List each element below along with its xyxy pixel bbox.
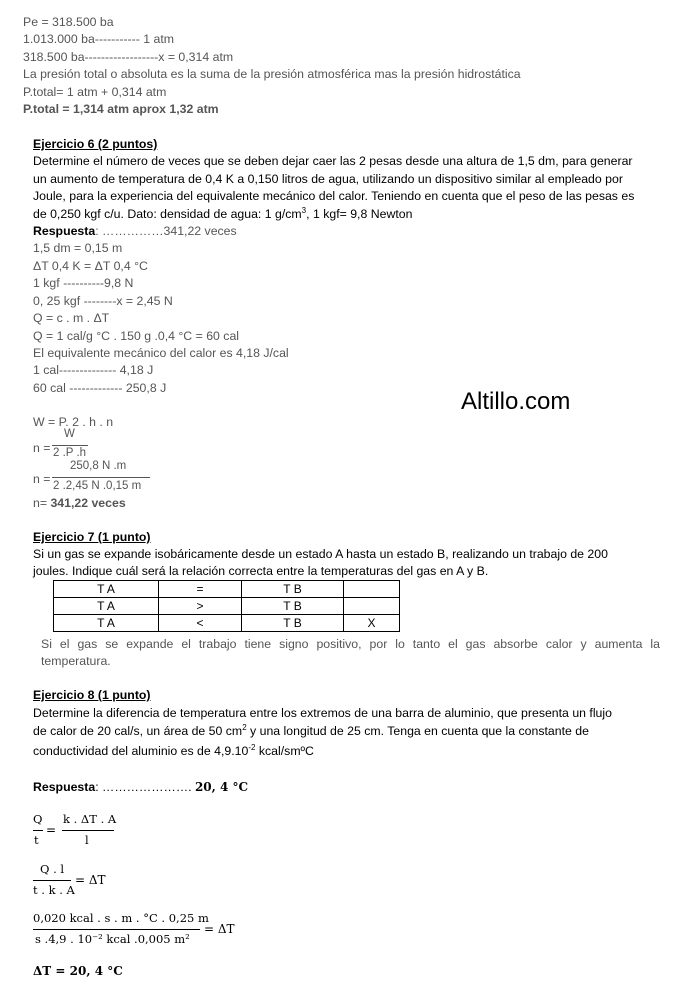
table-cell: < <box>159 615 242 632</box>
f2-denominator: t . k . A <box>33 883 75 897</box>
ej7-statement-line-1: Si un gas se expande isobáricamente desde un estado A hasta un estado B, realizando un trabajo de 200 <box>33 547 608 561</box>
ej8-final-result: ΔT = 20, 4 °C <box>33 964 123 978</box>
ej8-answer-line: Respuesta: …………………. 20, 4 °C <box>33 780 249 794</box>
ej6-statement-line-1: Determine el número de veces que se deben dejar caer las 2 pesas desde una altura de 1,5 dm, para generar <box>33 154 633 168</box>
ej7-title: Ejercicio 7 (1 punto) <box>33 530 151 544</box>
n2-denominator: 2 .2,45 N .0,15 m <box>53 480 142 492</box>
ej7-explanation-line-1: Si el gas se expande el trabajo tiene signo positivo, por lo tanto el gas absorbe calor y aumenta la <box>41 637 660 651</box>
ej8-statement-line-2: de calor de 20 cal/s, un área de 50 $cm^2$ y una longitud de 25 cm. Tenga en cuenta que la constante de <box>33 723 589 738</box>
f1-right-numerator: k . ΔT . A <box>63 812 117 826</box>
n2-label: n = <box>33 472 51 486</box>
temperature-table <box>53 580 400 632</box>
pe-line: Pe = 318.500 ba <box>23 15 114 29</box>
f2-bar <box>33 880 71 881</box>
work-formula: W = P. 2 . h . n <box>33 415 114 429</box>
ej6-statement-line-2: un aumento de temperatura de 0,4 K a 0,150 litros de agua, utilizando un dispositivo similar al empleado por <box>33 172 623 186</box>
table-cell: T B <box>242 598 344 615</box>
ej6-step-8: 1 cal-------------- 4,18 J <box>33 363 154 377</box>
total-pressure-text: La presión total o absoluta es la suma de la presión atmosférica mas la presión hidrostática <box>23 67 521 81</box>
ej6-step-3: 1 kgf ----------9,8 N <box>33 276 134 290</box>
table-cell: T B <box>242 581 344 598</box>
f2-numerator: Q . l <box>40 862 65 876</box>
ej7-explanation-line-2: temperatura. <box>41 654 111 668</box>
ptotal-result-line: P.total = 1,314 atm aprox 1,32 atm <box>23 102 219 116</box>
table-cell: > <box>159 598 242 615</box>
table-cell <box>344 581 400 598</box>
ej6-step-6: Q = 1 cal/g °C . 150 g .0,4 °C = 60 cal <box>33 329 240 343</box>
f3-denominator: s .4,9 . 10⁻² kcal .0,005 m² <box>35 932 190 946</box>
ej7-statement-line-2: joules. Indique cuál será la relación correcta entre la temperaturas del gas en A y B. <box>33 564 489 578</box>
n-numerator: W <box>64 428 75 440</box>
ptotal-sum-line: P.total= 1 atm + 0,314 atm <box>23 85 167 99</box>
ej6-title: Ejercicio 6 (2 puntos) <box>33 137 158 151</box>
ej6-answer-line: Respuesta: ……………341,22 veces <box>33 224 237 238</box>
conversion-line-1: 1.013.000 ba----------- 1 atm <box>23 32 175 46</box>
ej6-step-1: 1,5 dm = 0,15 m <box>33 241 123 255</box>
table-cell: X <box>344 615 400 632</box>
f2-equals-delta: = ΔT <box>75 873 106 887</box>
watermark-logo: Altillo.com <box>461 388 571 415</box>
ej8-title: Ejercicio 8 (1 punto) <box>33 688 151 702</box>
ej6-step-2: ΔT 0,4 K = ΔT 0,4 °C <box>33 259 148 273</box>
f1-numerator: Q <box>33 812 43 826</box>
f3-numerator: 0,020 kcal . s . m . °C . 0,25 m <box>33 911 209 925</box>
table-cell: = <box>159 581 242 598</box>
n2-numerator: 250,8 N .m <box>70 460 127 472</box>
conversion-line-2: 318.500 ba------------------x = 0,314 atm <box>23 50 234 64</box>
table-cell: T B <box>242 615 344 632</box>
ej6-result: n= 341,22 veces <box>33 496 126 510</box>
ej6-statement-line-4: de 0,250 kgf c/u. Dato: densidad de agua: 1 $g/cm^3$, 1 kgf= 9,8 Newton <box>33 206 413 221</box>
ej8-statement-line-3: conductividad del aluminio es de $4,9.10^{-2}$ kcal/smºC <box>33 743 314 758</box>
table-row <box>54 615 400 632</box>
table-row <box>54 581 400 598</box>
table-cell: T A <box>54 581 159 598</box>
ej6-step-4: 0, 25 kgf --------x = 2,45 N <box>33 294 173 308</box>
f1-right-denominator: l <box>85 833 89 847</box>
table-row <box>54 598 400 615</box>
table-cell: T A <box>54 615 159 632</box>
f1-right-bar <box>62 830 114 831</box>
f1-denominator: t <box>34 833 39 847</box>
n-label: n = <box>33 441 51 455</box>
n-fraction-bar <box>52 445 88 446</box>
ej6-step-5: Q = c . m . ΔT <box>33 311 110 325</box>
f3-equals-delta: = ΔT <box>204 922 235 936</box>
f3-bar <box>33 929 200 930</box>
table-cell: T A <box>54 598 159 615</box>
ej6-step-9: 60 cal ------------- 250,8 J <box>33 381 167 395</box>
ej8-statement-line-1: Determine la diferencia de temperatura entre los extremos de una barra de aluminio, que presenta un flujo <box>33 706 612 720</box>
ej6-step-7: El equivalente mecánico del calor es 4,18 J/cal <box>33 346 289 360</box>
n2-fraction-bar <box>52 477 150 478</box>
ej6-statement-line-3: Joule, para la experiencia del equivalente mecánico del calor. Teniendo en cuenta que el peso de las pesas es <box>33 189 635 203</box>
f1-equals: = <box>46 823 57 837</box>
n-denominator: 2 .P .h <box>53 447 87 459</box>
table-cell <box>344 598 400 615</box>
f1-bar <box>33 830 43 831</box>
